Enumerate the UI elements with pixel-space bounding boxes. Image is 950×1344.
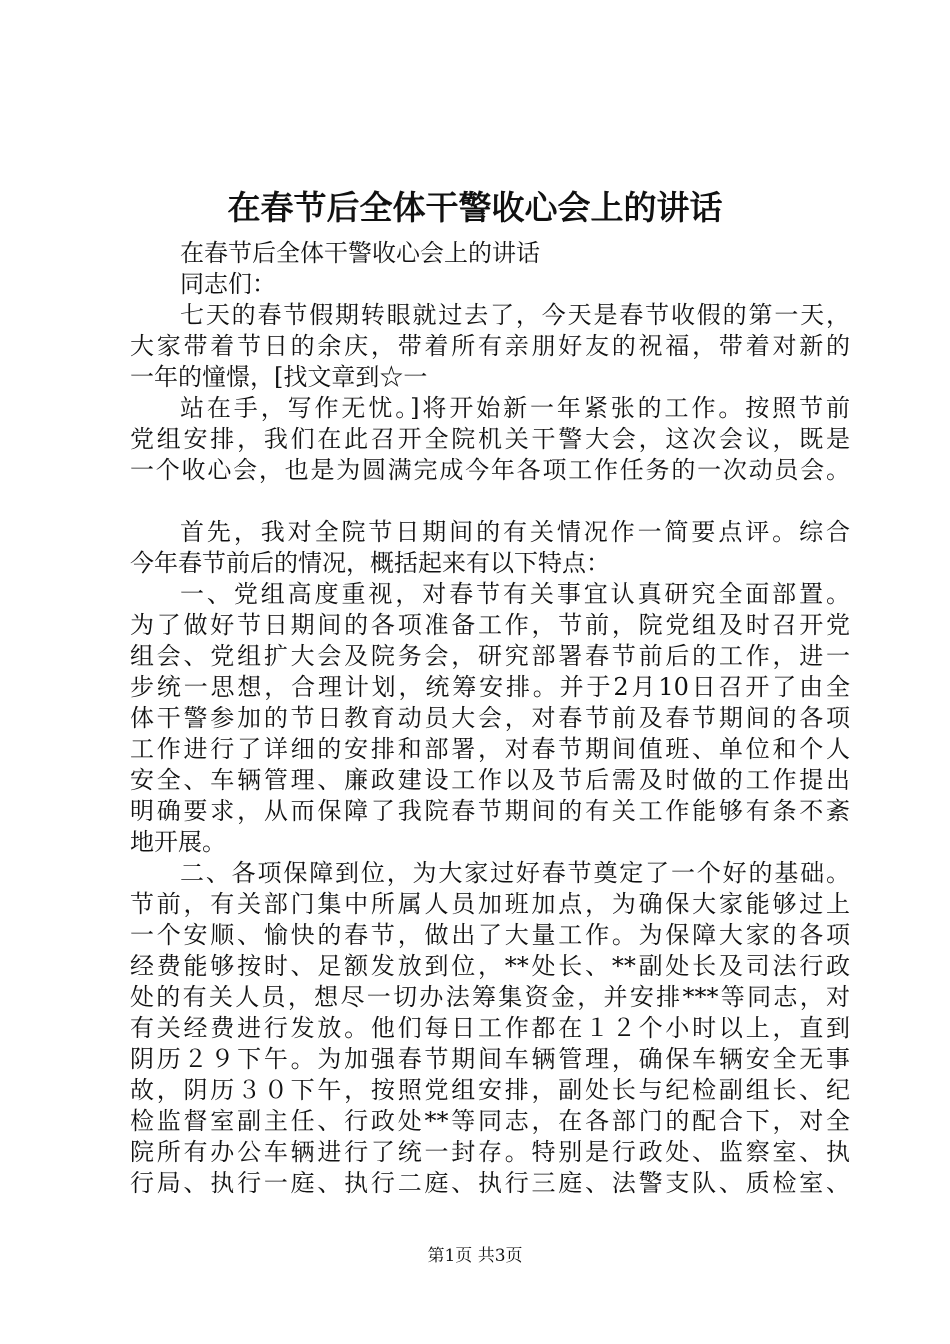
- paragraph-line: 一个安顺、愉快的春节，做出了大量工作。为保障大家的各项: [130, 921, 850, 949]
- paragraph-line: 为了做好节日期间的各项准备工作，节前，院党组及时召开党: [130, 611, 850, 639]
- salutation-line: 同志们：: [180, 270, 276, 298]
- paragraph-line: 地开展。: [130, 828, 226, 856]
- paragraph-line: 大家带着节日的余庆，带着所有亲朋好友的祝福，带着对新的: [130, 332, 850, 360]
- paragraph-line: 检监督室副主任、行政处**等同志，在各部门的配合下，对全: [130, 1107, 850, 1135]
- subtitle-line: 在春节后全体干警收心会上的讲话: [180, 239, 540, 267]
- paragraph-line: 节前，有关部门集中所属人员加班加点，为确保大家能够过上: [130, 890, 850, 918]
- paragraph-line: 一年的憧憬，[找文章到☆一: [130, 363, 428, 391]
- paragraph-line: 明确要求，从而保障了我院春节期间的有关工作能够有条不紊: [130, 797, 850, 825]
- paragraph-line: 一个收心会，也是为圆满完成今年各项工作任务的一次动员会。: [130, 456, 850, 484]
- paragraph-line: 处的有关人员，想尽一切办法筹集资金，并安排***等同志，对: [130, 983, 850, 1011]
- paragraph-line: 党组安排，我们在此召开全院机关干警大会，这次会议，既是: [130, 425, 850, 453]
- paragraph-line: 故，阴历３０下午，按照党组安排，副处长与纪检副组长、纪: [130, 1076, 850, 1104]
- paragraph-line: 工作进行了详细的安排和部署，对春节期间值班、单位和个人: [130, 735, 850, 763]
- paragraph-line: 行局、执行一庭、执行二庭、执行三庭、法警支队、质检室、: [130, 1169, 850, 1197]
- paragraph-line: 有关经费进行发放。他们每日工作都在１２个小时以上，直到: [130, 1014, 850, 1042]
- paragraph-line: 二、各项保障到位，为大家过好春节奠定了一个好的基础。: [180, 859, 850, 887]
- page-footer: 第1页 共3页: [427, 1246, 523, 1266]
- document-title: 在春节后全体干警收心会上的讲话: [227, 188, 723, 227]
- paragraph-gap: [130, 486, 850, 517]
- paragraph-line: 今年春节前后的情况，概括起来有以下特点：: [130, 549, 610, 577]
- paragraph-line: 七天的春节假期转眼就过去了，今天是春节收假的第一天，: [180, 301, 850, 329]
- paragraph-line: 体干警参加的节日教育动员大会，对春节前及春节期间的各项: [130, 704, 850, 732]
- paragraph-line: 经费能够按时、足额发放到位，**处长、**副处长及司法行政: [130, 952, 850, 980]
- paragraph-line: 一、党组高度重视，对春节有关事宜认真研究全面部置。: [180, 580, 850, 608]
- document-body: [130, 238, 850, 1199]
- paragraph-line: 组会、党组扩大会及院务会，研究部署春节前后的工作，进一: [130, 642, 850, 670]
- paragraph-line: 首先，我对全院节日期间的有关情况作一简要点评。综合: [180, 518, 850, 546]
- paragraph-line: 站在手，写作无忧。]将开始新一年紧张的工作。按照节前: [180, 394, 850, 422]
- paragraph-line: 安全、车辆管理、廉政建设工作以及节后需及时做的工作提出: [130, 766, 850, 794]
- paragraph-line: 阴历２９下午。为加强春节期间车辆管理，确保车辆安全无事: [130, 1045, 850, 1073]
- paragraph-line: 院所有办公车辆进行了统一封存。特别是行政处、监察室、执: [130, 1138, 850, 1166]
- paragraph-line: 步统一思想，合理计划，统筹安排。并于2月10日召开了由全: [130, 673, 850, 701]
